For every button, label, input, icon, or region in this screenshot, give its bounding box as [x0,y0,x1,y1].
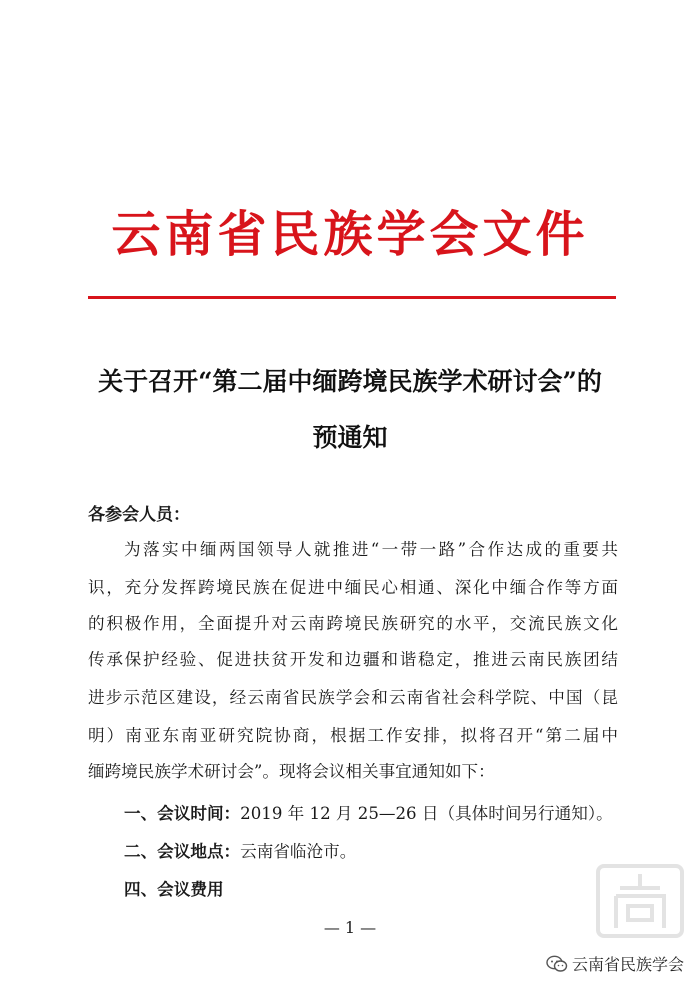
body-paragraph-line: 的积极作用，全面提升对云南跨境民族研究的水平，交流民族文化 [88,614,618,633]
meeting-location-label: 二、会议地点： [124,841,241,861]
meeting-time-label: 一、会议时间： [124,803,241,823]
notice-title-line-2: 预通知 [312,423,388,452]
red-separator-line [88,296,616,299]
page-number: — 1 — [323,918,377,937]
salutation: 各参会人员： [88,505,190,525]
wechat-account-footer [546,952,684,975]
body-paragraph-line: 识，充分发挥跨境民族在促进中缅民心相通、深化中缅合作等方面 [88,578,618,597]
body-paragraph-line: 缅跨境民族学术研讨会”。现将会议相关事宜通知如下： [88,762,495,781]
notice-title-line-1: 关于召开“第二届中缅跨境民族学术研讨会”的 [98,367,602,396]
body-paragraph-line: 为落实中缅两国领导人就推进“一带一路”合作达成的重要共 [124,540,618,559]
body-paragraph-line: 明）南亚东南亚研究院协商，根据工作安排，拟将召开“第二届中 [88,726,618,745]
document-header-title: 云南省民族学会文件 [111,206,589,263]
merchant-watermark-icon [590,860,690,940]
meeting-time-item [124,800,613,824]
meeting-fee-label: 四、会议费用 [124,879,224,899]
meeting-location-value: 云南省临沧市。 [240,842,357,861]
wechat-account-name: 云南省民族学会 [571,955,684,974]
wechat-icon [546,955,568,973]
meeting-fee-item [124,876,224,900]
meeting-time-value: 2019 年 12 月 25—26 日（具体时间另行通知）。 [240,804,613,823]
body-paragraph-line: 传承保护经验、促进扶贫开发和边疆和谐稳定，推进云南民族团结 [88,650,618,669]
meeting-location-item [124,838,356,862]
body-paragraph-line: 进步示范区建设，经云南省民族学会和云南省社会科学院、中国（昆 [88,688,618,707]
